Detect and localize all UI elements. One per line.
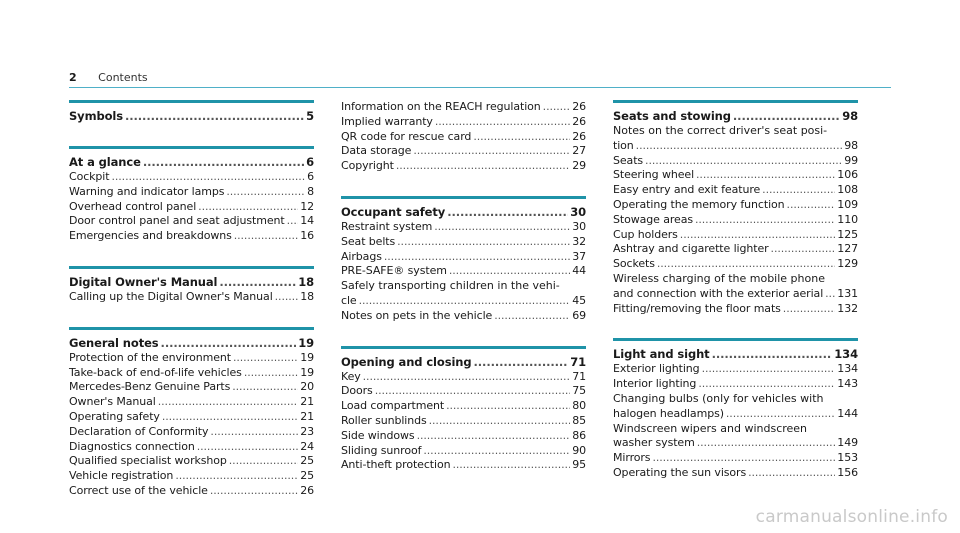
entry-page: 12 bbox=[300, 199, 314, 213]
entry-page: 99 bbox=[844, 153, 858, 167]
leader-dots bbox=[234, 229, 298, 244]
entry-page: 108 bbox=[837, 183, 858, 197]
toc-entry[interactable] bbox=[613, 213, 858, 228]
toc-entry[interactable] bbox=[613, 139, 858, 154]
entry-text: Protection of the environment bbox=[69, 350, 231, 364]
leader-dots bbox=[219, 275, 296, 290]
toc-entry[interactable] bbox=[341, 429, 586, 444]
leader-dots bbox=[229, 454, 298, 469]
toc-entry[interactable] bbox=[341, 264, 586, 279]
toc-entry[interactable] bbox=[69, 425, 314, 440]
entry-text: Declaration of Conformity bbox=[69, 424, 209, 438]
section-page: 71 bbox=[570, 354, 586, 369]
leader-dots bbox=[696, 168, 835, 183]
leader-dots bbox=[396, 159, 570, 174]
section-heading[interactable] bbox=[69, 155, 314, 170]
entry-text: and connection with the exterior aerial bbox=[613, 286, 824, 300]
section-divider bbox=[69, 100, 314, 103]
entry-page: 75 bbox=[572, 384, 586, 398]
leader-dots bbox=[417, 429, 571, 444]
entry-text: cle bbox=[341, 293, 357, 307]
entry-text: Calling up the Digital Owner's Manual bbox=[69, 289, 273, 303]
entry-page: 131 bbox=[837, 286, 858, 300]
toc-entry[interactable] bbox=[69, 484, 314, 499]
toc-entry[interactable] bbox=[613, 287, 858, 302]
entry-page: 127 bbox=[837, 242, 858, 256]
leader-dots bbox=[435, 115, 570, 130]
entry-text: PRE-SAFE® system bbox=[341, 264, 447, 278]
toc-entry[interactable] bbox=[69, 170, 314, 185]
toc-entry-line[interactable]: Safely transporting children in the vehi- bbox=[341, 279, 560, 293]
entry-page: 23 bbox=[300, 424, 314, 438]
entry-text: halogen headlamps) bbox=[613, 406, 724, 420]
toc-entry[interactable] bbox=[341, 458, 586, 473]
leader-dots bbox=[657, 257, 835, 272]
entry-text: Diagnostics connection bbox=[69, 439, 195, 453]
toc-entry[interactable] bbox=[341, 235, 586, 250]
toc-entry[interactable] bbox=[613, 436, 858, 451]
toc-entry[interactable] bbox=[341, 384, 586, 399]
section-divider bbox=[69, 146, 314, 149]
entry-text: Airbags bbox=[341, 249, 382, 263]
leader-dots bbox=[652, 451, 835, 466]
entry-text: Exterior lighting bbox=[613, 362, 700, 376]
entry-text: Door control panel and seat adjustment bbox=[69, 214, 285, 228]
entry-page: 86 bbox=[572, 428, 586, 442]
toc-entry[interactable] bbox=[341, 144, 586, 159]
leader-dots bbox=[698, 377, 835, 392]
section-heading[interactable] bbox=[613, 109, 858, 124]
section-title: General notes bbox=[69, 335, 159, 350]
leader-dots bbox=[363, 370, 571, 385]
leader-dots bbox=[375, 384, 571, 399]
header-rule bbox=[69, 87, 891, 88]
leader-dots bbox=[397, 235, 570, 250]
leader-dots bbox=[287, 214, 299, 229]
entry-text: Take-back of end-of-life vehicles bbox=[69, 365, 242, 379]
entry-page: 95 bbox=[572, 458, 586, 472]
entry-page: 19 bbox=[300, 350, 314, 364]
section-divider bbox=[613, 100, 858, 103]
entry-text: Ashtray and cigarette lighter bbox=[613, 242, 769, 256]
entry-page: 134 bbox=[837, 362, 858, 376]
leader-dots bbox=[210, 425, 298, 440]
entry-text: Fitting/removing the floor mats bbox=[613, 301, 781, 315]
entry-page: 144 bbox=[837, 406, 858, 420]
leader-dots bbox=[787, 198, 836, 213]
toc-column-3 bbox=[613, 100, 858, 503]
entry-page: 14 bbox=[300, 214, 314, 228]
leader-dots bbox=[197, 440, 298, 455]
leader-dots bbox=[233, 351, 298, 366]
entry-page: 149 bbox=[837, 436, 858, 450]
entry-text: Doors bbox=[341, 384, 373, 398]
entry-page: 85 bbox=[572, 413, 586, 427]
leader-dots bbox=[446, 399, 570, 414]
entry-page: 25 bbox=[300, 454, 314, 468]
entry-page: 26 bbox=[572, 114, 586, 128]
toc-entry[interactable] bbox=[341, 115, 586, 130]
leader-dots bbox=[452, 458, 570, 473]
section-heading[interactable] bbox=[69, 109, 314, 124]
section-page: 98 bbox=[842, 109, 858, 123]
toc-entry[interactable] bbox=[341, 414, 586, 429]
toc-entry[interactable] bbox=[613, 228, 858, 243]
leader-dots bbox=[244, 366, 298, 381]
leader-dots bbox=[434, 220, 570, 235]
entry-text: Roller sunblinds bbox=[341, 413, 427, 427]
section-page: 5 bbox=[306, 109, 314, 123]
leader-dots bbox=[695, 213, 835, 228]
entry-text: Sliding sunroof bbox=[341, 443, 422, 457]
section-title: Seats and stowing bbox=[613, 109, 731, 123]
section-page: 134 bbox=[834, 347, 858, 362]
section-title: Light and sight bbox=[613, 347, 710, 362]
leader-dots bbox=[413, 144, 570, 159]
page-header bbox=[69, 71, 148, 84]
section-divider bbox=[341, 346, 586, 349]
entry-text: Operating safety bbox=[69, 409, 160, 423]
section-page: 19 bbox=[298, 335, 314, 350]
entry-text: Easy entry and exit feature bbox=[613, 183, 761, 197]
leader-dots bbox=[429, 414, 571, 429]
toc-section bbox=[613, 100, 858, 316]
leader-dots bbox=[158, 395, 298, 410]
entry-page: 16 bbox=[300, 229, 314, 243]
entry-page: 21 bbox=[300, 395, 314, 409]
entry-page: 98 bbox=[844, 138, 858, 152]
entry-text: Seats bbox=[613, 153, 644, 167]
section-page: 6 bbox=[306, 155, 314, 169]
toc-entry[interactable] bbox=[341, 309, 586, 324]
entry-text: Copyright bbox=[341, 159, 394, 173]
toc-entry[interactable] bbox=[613, 407, 858, 422]
toc-entry[interactable] bbox=[69, 290, 314, 305]
entry-page: 109 bbox=[837, 197, 858, 211]
toc-entry-line[interactable]: Notes on the correct driver's seat posi- bbox=[613, 124, 828, 137]
toc-entry[interactable] bbox=[69, 380, 314, 395]
entry-page: 80 bbox=[572, 399, 586, 413]
watermark: carmanualsonline.info bbox=[755, 507, 948, 527]
entry-page: 29 bbox=[572, 159, 586, 173]
entry-text: Steering wheel bbox=[613, 168, 695, 182]
toc-entry-line[interactable]: Wireless charging of the mobile phone bbox=[613, 271, 825, 285]
toc-entry[interactable] bbox=[613, 302, 858, 317]
section-heading[interactable] bbox=[69, 336, 314, 351]
section-title: Occupant safety bbox=[341, 204, 446, 219]
leader-dots bbox=[449, 264, 570, 279]
toc-entry[interactable] bbox=[613, 377, 858, 392]
entry-text: Warning and indicator lamps bbox=[69, 184, 225, 198]
section-divider bbox=[341, 196, 586, 199]
entry-text: Correct use of the vehicle bbox=[69, 483, 208, 497]
toc-section bbox=[341, 346, 586, 474]
toc-column-2 bbox=[341, 100, 586, 495]
leader-dots bbox=[636, 139, 843, 154]
section-divider bbox=[69, 266, 314, 269]
toc-section bbox=[341, 196, 586, 324]
entry-page: 27 bbox=[572, 144, 586, 158]
entry-page: 143 bbox=[837, 377, 858, 391]
entry-page: 37 bbox=[572, 249, 586, 263]
leader-dots bbox=[697, 436, 836, 451]
entry-text: Implied warranty bbox=[341, 114, 433, 128]
entry-text: washer system bbox=[613, 436, 695, 450]
leader-dots bbox=[210, 484, 298, 499]
entry-text: Interior lighting bbox=[613, 377, 697, 391]
toc-entry[interactable] bbox=[341, 444, 586, 459]
toc-section bbox=[69, 327, 314, 499]
leader-dots bbox=[226, 185, 305, 200]
toc-section bbox=[69, 146, 314, 244]
toc-entry[interactable] bbox=[69, 395, 314, 410]
entry-text: QR code for rescue card bbox=[341, 129, 472, 143]
entry-page: 110 bbox=[837, 212, 858, 226]
entry-page: 18 bbox=[300, 289, 314, 303]
entry-page: 8 bbox=[307, 184, 314, 198]
entry-page: 26 bbox=[572, 100, 586, 113]
page-number: 2 bbox=[69, 71, 77, 84]
toc-column-1 bbox=[69, 100, 314, 521]
toc-entry[interactable] bbox=[341, 370, 586, 385]
entry-page: 69 bbox=[572, 308, 586, 322]
entry-page: 156 bbox=[837, 465, 858, 479]
leader-dots bbox=[423, 444, 570, 459]
leader-dots bbox=[474, 355, 569, 370]
section-divider bbox=[613, 338, 858, 341]
toc-entry[interactable] bbox=[341, 399, 586, 414]
toc-entry[interactable] bbox=[69, 185, 314, 200]
toc-entry[interactable] bbox=[613, 198, 858, 213]
toc-entry[interactable] bbox=[69, 440, 314, 455]
leader-dots bbox=[384, 250, 570, 265]
toc-entry[interactable] bbox=[341, 130, 586, 145]
toc-entry[interactable] bbox=[69, 200, 314, 215]
leader-dots bbox=[712, 347, 833, 362]
entry-text: Cockpit bbox=[69, 170, 110, 183]
section-heading[interactable] bbox=[341, 205, 586, 220]
leader-dots bbox=[783, 302, 836, 317]
entry-page: 71 bbox=[572, 369, 586, 383]
entry-page: 25 bbox=[300, 469, 314, 483]
entry-text: Overhead control panel bbox=[69, 199, 197, 213]
toc-entry-line[interactable]: Changing bulbs (only for vehicles with bbox=[613, 391, 824, 405]
entry-text: Owner's Manual bbox=[69, 395, 156, 409]
toc-entry-line[interactable]: Windscreen wipers and windscreen bbox=[613, 421, 808, 435]
toc-entry[interactable] bbox=[341, 250, 586, 265]
entry-text: Operating the sun visors bbox=[613, 465, 747, 479]
toc-entry[interactable] bbox=[69, 366, 314, 381]
section-title: Opening and closing bbox=[341, 354, 472, 369]
entry-page: 6 bbox=[307, 170, 314, 183]
entry-text: Data storage bbox=[341, 144, 412, 158]
entry-page: 106 bbox=[837, 168, 858, 182]
entry-text: Anti-theft protection bbox=[341, 458, 451, 472]
toc-entry[interactable] bbox=[69, 351, 314, 366]
toc-entry[interactable] bbox=[613, 183, 858, 198]
leader-dots bbox=[111, 170, 305, 185]
entry-page: 32 bbox=[572, 234, 586, 248]
entry-page: 30 bbox=[572, 219, 586, 233]
leader-dots bbox=[543, 100, 571, 115]
toc-entry[interactable] bbox=[341, 159, 586, 174]
toc-entry[interactable] bbox=[341, 294, 586, 309]
toc-entry[interactable] bbox=[613, 451, 858, 466]
leader-dots bbox=[447, 205, 568, 220]
entry-text: Key bbox=[341, 369, 361, 383]
entry-text: tion bbox=[613, 138, 634, 152]
leader-dots bbox=[680, 228, 836, 243]
leader-dots bbox=[175, 469, 298, 484]
entry-text: Emergencies and breakdowns bbox=[69, 229, 232, 243]
toc-entry[interactable] bbox=[69, 469, 314, 484]
entry-text: Side windows bbox=[341, 428, 415, 442]
section-heading[interactable] bbox=[613, 347, 858, 362]
section-title: Digital Owner's Manual bbox=[69, 274, 218, 289]
leader-dots bbox=[494, 309, 570, 324]
entry-text: Restraint system bbox=[341, 219, 433, 233]
toc-entry[interactable] bbox=[613, 257, 858, 272]
toc-entry[interactable] bbox=[341, 220, 586, 235]
entry-text: Operating the memory function bbox=[613, 197, 785, 211]
entry-text: Vehicle registration bbox=[69, 469, 174, 483]
leader-dots bbox=[162, 410, 298, 425]
section-title: At a glance bbox=[69, 155, 141, 169]
toc-entry[interactable] bbox=[613, 466, 858, 481]
toc-entry[interactable] bbox=[613, 362, 858, 377]
leader-dots bbox=[473, 130, 570, 145]
entry-page: 44 bbox=[572, 264, 586, 278]
toc-section bbox=[613, 338, 858, 480]
leader-dots bbox=[143, 155, 304, 170]
leader-dots bbox=[771, 242, 836, 257]
toc-section bbox=[341, 100, 586, 174]
entry-page: 153 bbox=[837, 451, 858, 465]
leader-dots bbox=[825, 287, 835, 302]
entry-page: 21 bbox=[300, 409, 314, 423]
section-title: Symbols bbox=[69, 109, 123, 123]
leader-dots bbox=[232, 380, 298, 395]
leader-dots bbox=[748, 466, 835, 481]
toc-entry[interactable] bbox=[69, 229, 314, 244]
entry-page: 132 bbox=[837, 301, 858, 315]
section-page: 18 bbox=[298, 274, 314, 289]
entry-page: 20 bbox=[300, 380, 314, 394]
section-page: 30 bbox=[570, 204, 586, 219]
toc-entry[interactable] bbox=[613, 242, 858, 257]
toc-entry[interactable] bbox=[613, 154, 858, 169]
leader-dots bbox=[702, 362, 836, 377]
toc-entry[interactable] bbox=[69, 214, 314, 229]
entry-page: 45 bbox=[572, 293, 586, 307]
entry-text: Mirrors bbox=[613, 451, 651, 465]
entry-text: Qualified specialist workshop bbox=[69, 454, 227, 468]
leader-dots bbox=[161, 336, 297, 351]
entry-text: Stowage areas bbox=[613, 212, 693, 226]
toc-entry[interactable] bbox=[341, 100, 586, 115]
leader-dots bbox=[198, 200, 298, 215]
entry-page: 26 bbox=[572, 129, 586, 143]
leader-dots bbox=[762, 183, 835, 198]
leader-dots bbox=[359, 294, 571, 309]
entry-page: 125 bbox=[837, 227, 858, 241]
leader-dots bbox=[275, 290, 299, 305]
entry-page: 90 bbox=[572, 443, 586, 457]
leader-dots bbox=[733, 109, 840, 124]
toc-entry[interactable] bbox=[613, 168, 858, 183]
entry-page: 24 bbox=[300, 439, 314, 453]
entry-text: Cup holders bbox=[613, 227, 678, 241]
leader-dots bbox=[726, 407, 835, 422]
toc-entry[interactable] bbox=[69, 454, 314, 469]
entry-page: 19 bbox=[300, 365, 314, 379]
entry-text: Mercedes-Benz Genuine Parts bbox=[69, 380, 231, 394]
section-divider bbox=[69, 327, 314, 330]
entry-page: 26 bbox=[300, 483, 314, 497]
entry-text: Load compartment bbox=[341, 399, 445, 413]
leader-dots bbox=[125, 109, 304, 124]
section-heading[interactable] bbox=[341, 355, 586, 370]
toc-section bbox=[69, 266, 314, 305]
entry-text: Notes on pets in the vehicle bbox=[341, 308, 493, 322]
entry-text: Seat belts bbox=[341, 234, 396, 248]
entry-text: Sockets bbox=[613, 257, 655, 271]
page-title: Contents bbox=[98, 71, 148, 84]
entry-text: Information on the REACH regulation bbox=[341, 100, 541, 113]
toc-section bbox=[69, 100, 314, 124]
leader-dots bbox=[645, 154, 842, 169]
section-heading[interactable] bbox=[69, 275, 314, 290]
entry-page: 129 bbox=[837, 257, 858, 271]
toc-entry[interactable] bbox=[69, 410, 314, 425]
